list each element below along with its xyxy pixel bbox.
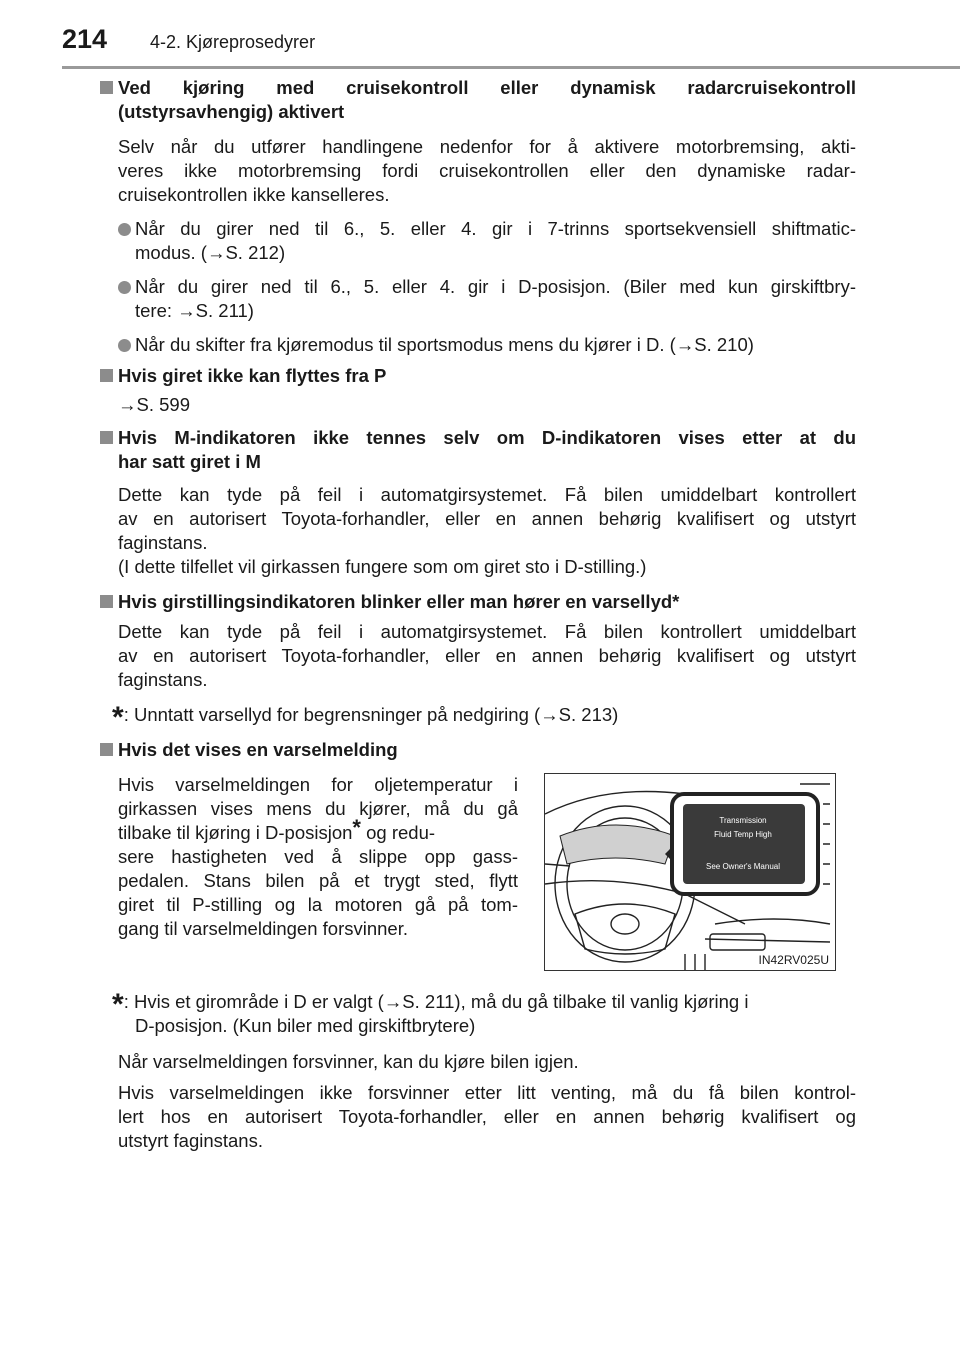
section-heading: Hvis girstillingsindikatoren blinker eller man hører en varsellyd* bbox=[118, 591, 680, 612]
paragraph-line: veres ikke motorbremsing fordi cruisekontrollen eller den dynamiske radar- bbox=[118, 160, 856, 181]
paragraph-line: av en autorisert Toyota-forhandler, eller en annen behørig kvalifisert og utstyrt bbox=[118, 508, 856, 529]
paragraph-text: og redu- bbox=[360, 822, 436, 843]
paragraph-line: av en autorisert Toyota-forhandler, eller en annen behørig kvalifisert og utstyrt bbox=[118, 645, 856, 666]
paragraph-line: girkassen vises mens du kjører, må du gå bbox=[118, 798, 518, 819]
bullet-text: Når du girer ned til 6., 5. eller 4. gir i 7-trinns sportsekvensiell shiftmatic- bbox=[135, 218, 856, 239]
paragraph-line bbox=[118, 815, 518, 845]
section-marker bbox=[100, 369, 113, 382]
paragraph-line: Selv når du utfører handlingene nedenfor for å aktivere motorbremsing, akti- bbox=[118, 136, 856, 157]
section-heading: Hvis M-indikatoren ikke tennes selv om D-indikatoren vises etter at du bbox=[118, 427, 856, 448]
instrument-cluster bbox=[560, 825, 675, 864]
bullet-dot bbox=[118, 223, 131, 236]
bullet-text: modus. (→S. 212) bbox=[135, 242, 286, 263]
footnote-star: * bbox=[112, 701, 124, 734]
paragraph-line: Dette kan tyde på feil i automatgirsystemet. Få bilen umiddelbart kontrollert bbox=[118, 484, 856, 505]
paragraph-line: Hvis varselmeldingen for oljetemperatur i bbox=[118, 774, 518, 795]
section-heading: Hvis giret ikke kan flyttes fra P bbox=[118, 365, 387, 386]
footnote bbox=[112, 701, 619, 734]
section-title: 4-2. Kjøreprosedyrer bbox=[150, 32, 316, 52]
paragraph-line: giret til P-stilling og la motoren gå på tom- bbox=[118, 894, 518, 915]
dashboard-drawing bbox=[545, 774, 835, 970]
bullet-text: Når du skifter fra kjøremodus til sportsmodus mens du kjører i D. (→S. 210) bbox=[135, 334, 754, 355]
section-marker bbox=[100, 431, 113, 444]
footnote-text: D-posisjon. (Kun biler med girskiftbrytere) bbox=[135, 1015, 476, 1036]
display-message: Fluid Temp High bbox=[714, 830, 772, 839]
paragraph-line: faginstans. bbox=[118, 669, 208, 690]
section-marker bbox=[100, 743, 113, 756]
footnote-text: : Hvis et girområde i D er valgt (→S. 211), må du gå tilbake til vanlig kjøring i bbox=[123, 991, 749, 1012]
bullet-text: Når du girer ned til 6., 5. eller 4. gir i D-posisjon. (Biler med kun girskiftbry- bbox=[135, 276, 856, 297]
section-marker bbox=[100, 595, 113, 608]
section-marker bbox=[100, 81, 113, 94]
horn-emblem bbox=[611, 914, 639, 934]
paragraph-text: tilbake til kjøring i D-posisjon bbox=[118, 822, 353, 843]
page-number: 214 bbox=[62, 24, 108, 54]
bullet-dot bbox=[118, 339, 131, 352]
bullet-text: tere: →S. 211) bbox=[135, 300, 254, 321]
paragraph-line: gang til varselmeldingen forsvinner. bbox=[118, 918, 408, 939]
paragraph-line: (I dette tilfellet vil girkassen fungere som om giret sto i D-stilling.) bbox=[118, 556, 647, 577]
bullet-dot bbox=[118, 281, 131, 294]
footnote-text: : Unntatt varsellyd for begrensninger på nedgiring (→S. 213) bbox=[123, 704, 619, 725]
paragraph-line: sere hastigheten ved å slippe opp gass- bbox=[118, 846, 518, 867]
section-heading: har satt giret i M bbox=[118, 451, 261, 472]
paragraph-line: lert hos en autorisert Toyota-forhandler, eller en annen behørig kvalifisert og bbox=[118, 1106, 856, 1127]
section-heading: Ved kjøring med cruisekontroll eller dynamisk radarcruisekontroll bbox=[118, 77, 856, 98]
dashboard-illustration bbox=[544, 773, 836, 971]
climate-panel bbox=[710, 934, 765, 950]
paragraph-line: Dette kan tyde på feil i automatgirsystemet. Få bilen kontrollert umiddelbart bbox=[118, 621, 856, 642]
display-message: See Owner's Manual bbox=[705, 862, 780, 871]
paragraph-line: pedalen. Stans bilen på et trygt sted, flytt bbox=[118, 870, 518, 891]
paragraph-line: Når varselmeldingen forsvinner, kan du kjøre bilen igjen. bbox=[118, 1051, 579, 1072]
paragraph-line: faginstans. bbox=[118, 532, 208, 553]
section-heading: (utstyrsavhengig) aktivert bbox=[118, 101, 345, 122]
section-heading: Hvis det vises en varselmelding bbox=[118, 739, 398, 760]
dashboard-outline bbox=[545, 792, 685, 815]
display-message: Transmission bbox=[719, 816, 767, 825]
page-reference: →S. 599 bbox=[118, 394, 190, 415]
header-rule bbox=[62, 66, 960, 69]
paragraph-line: Hvis varselmeldingen ikke forsvinner etter litt venting, må du få bilen kontrol- bbox=[118, 1082, 856, 1103]
figure-code: IN42RV025U bbox=[758, 953, 829, 967]
steering-hub bbox=[575, 904, 675, 954]
footnote-star: * bbox=[112, 988, 124, 1021]
paragraph-line: utstyrt faginstans. bbox=[118, 1130, 263, 1151]
footnote-star: * bbox=[352, 815, 361, 840]
paragraph-line: cruisekontrollen ikke kanselleres. bbox=[118, 184, 390, 205]
footnote bbox=[112, 988, 749, 1021]
